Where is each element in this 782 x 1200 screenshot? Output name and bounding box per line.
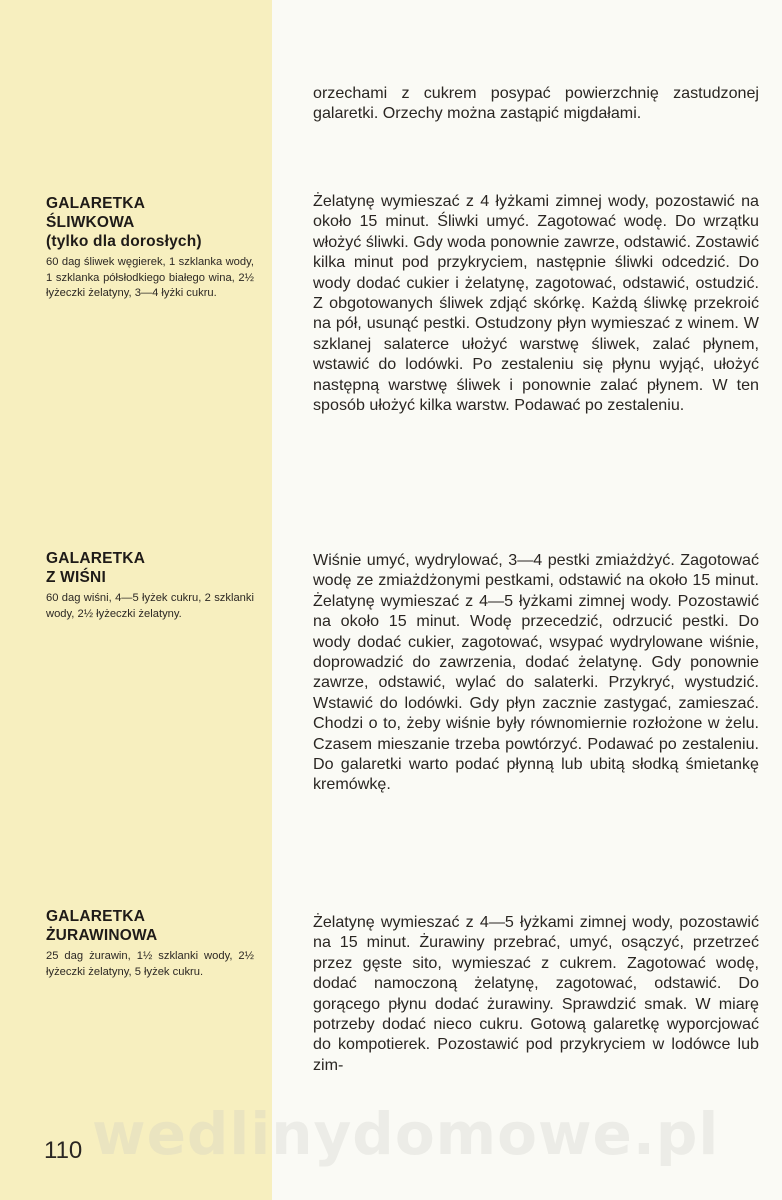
recipe-cranberry-title — [46, 907, 254, 945]
continuation-paragraph: orzechami z cukrem posypać powierzchnię zastudzonej galaretki. Orzechy można zastąpić migdałami. — [313, 84, 759, 123]
recipe-plum-instructions: Żelatynę wymieszać z 4 łyżkami zimnej wody, pozostawić na około 15 minut. Śliwki umyć. Zagotować wodę. Do wrzątku włożyć śliwki. Gdy woda ponownie zawrze, odstawić. Zostawić kilka minut pod przykryciem, następnie śliwki odcedzić. Do wody dodać cukier i żelatynę, zagotować, odstawić, ostudzić. Z obgotowanych śliwek zdjąć skórkę. Każdą śliwkę przekroić na pół, usunąć pestki. Ostudzony płyn wymieszać z winem. W szklanej salaterce ułożyć warstwę śliwek, zalać płynem, wstawić do lodówki. Po zestaleniu się płynu wyjąć, ułożyć następną warstwę śliwek i ponownie zalać płynem. W ten sposób ułożyć kilka warstw. Podawać po zestaleniu. — [313, 192, 759, 415]
watermark: wedlinydomowe.pl — [92, 1100, 720, 1168]
recipe-cherry-sidebar — [46, 549, 254, 622]
recipe-plum-title-line-3: (tylko dla dorosłych) — [46, 233, 202, 250]
recipe-cranberry-sidebar — [46, 907, 254, 980]
recipe-cherry-title-line-2: Z WIŚNI — [46, 569, 106, 586]
recipe-cranberry-title-line-2: ŻURAWINOWA — [46, 927, 158, 944]
recipe-cherry-title-line-1: GALARETKA — [46, 550, 146, 567]
recipe-cranberry-ingredients: 25 dag żurawin, 1½ szklanki wody, 2½ łyżeczki żelatyny, 5 łyżek cukru. — [46, 950, 254, 978]
recipe-cherry-ingredients: 60 dag wiśni, 4—5 łyżek cukru, 2 szklanki wody, 2½ łyżeczki żelatyny. — [46, 592, 254, 620]
recipe-plum-title-line-2: ŚLIWKOWA — [46, 214, 135, 231]
recipe-plum-title-line-1: GALARETKA — [46, 195, 146, 212]
page-number: 110 — [44, 1137, 83, 1164]
recipe-cherry-instructions: Wiśnie umyć, wydrylować, 3—4 pestki zmiażdżyć. Zagotować wodę ze zmiażdżonymi pestkami, odstawić na około 15 minut. Żelatynę wymieszać z 4—5 łyżkami zimnej wody. Pozostawić na około 15 minut. Wodę przecedzić, odrzucić pestki. Do wody dodać cukier, zagotować, wsypać wydrylowane wiśnie, doprowadzić do zawrzenia, dodać żelatynę. Gdy ponownie zawrze, odstawić, wylać do salaterki. Przykryć, wystudzić. Wstawić do lodówki. Gdy płyn zacznie zastygać, zamieszać. Chodzi o to, żeby wiśnie były równomiernie rozłożone w żelu. Czasem mieszanie trzeba powtórzyć. Podawać po zestaleniu. Do galaretki warto podać płynną lub ubitą słodką śmietankę kremówkę. — [313, 551, 759, 794]
recipe-plum-sidebar — [46, 194, 254, 302]
recipe-plum-ingredients: 60 dag śliwek węgierek, 1 szklanka wody, 1 szklanka półsłodkiego białego wina, 2½ łyżeczki żelatyny, 3—4 łyżki cukru. — [46, 256, 254, 299]
recipe-plum-title — [46, 194, 254, 251]
recipe-cherry-title — [46, 549, 254, 587]
recipe-cranberry-title-line-1: GALARETKA — [46, 908, 146, 925]
recipe-cranberry-instructions: Żelatynę wymieszać z 4—5 łyżkami zimnej wody, pozostawić na 15 minut. Żurawiny przebrać, umyć, osączyć, przetrzeć przez gęste sito, wymieszać z cukrem. Zagotować wodę, dodać namoczoną żelatynę, zagotować, odstawić. Do gorącego płynu dodać żurawiny. Sprawdzić smak. W miarę potrzeby dodać nieco cukru. Gotową galaretkę wyporcjować do kompotierek. Pozostawić pod przykryciem w lodówce lub zim- — [313, 913, 759, 1074]
